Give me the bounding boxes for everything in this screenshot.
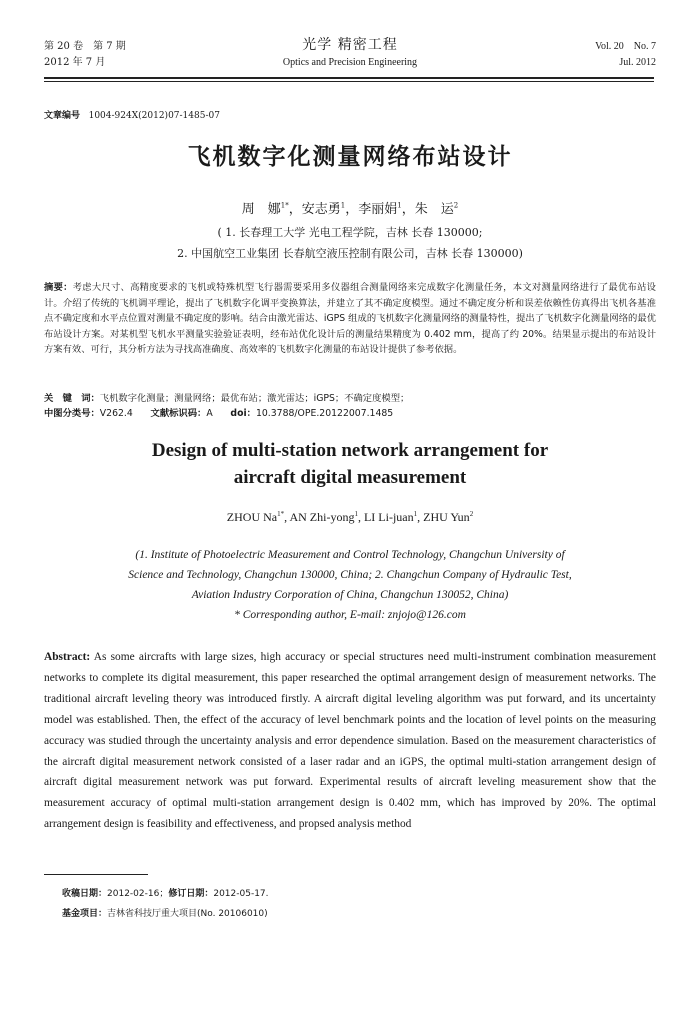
zh-affiliation-1: ( 1. 长春理工大学 光电工程学院，吉林 长春 130000; bbox=[217, 226, 483, 239]
header-journal-zh: 光学 精密工程 bbox=[302, 37, 398, 53]
article-number-value: 1004-924X(2012)07-1485-07 bbox=[88, 111, 220, 121]
zh-author: 安志勇 bbox=[301, 202, 341, 217]
received-date: 2012-02-16 bbox=[107, 889, 160, 899]
clc-label: 中图分类号： bbox=[44, 408, 100, 419]
en-author: ZHU Yun bbox=[423, 510, 470, 524]
doi-value: 10.3788/OPE.20122007.1485 bbox=[255, 408, 394, 419]
header-rule-bottom bbox=[44, 81, 654, 82]
received-label: 收稿日期： bbox=[62, 889, 108, 899]
header-rule-top bbox=[44, 77, 654, 79]
en-author: ZHOU Na bbox=[226, 510, 278, 524]
zh-keywords-label: 关 键 词： bbox=[44, 393, 100, 404]
en-affiliation-line-3: Aviation Industry Corporation of China, Changchun 130052, China) bbox=[191, 589, 509, 601]
revised-label: 修订日期： bbox=[168, 889, 214, 899]
footnote-rule bbox=[44, 874, 148, 875]
revised-date: 2012-05-17. bbox=[213, 889, 269, 899]
en-title-line-1: Design of multi-station network arrangement for bbox=[151, 440, 549, 461]
en-affiliation-line-2: Science and Technology, Changchun 130000, China; 2. Changchun Company of Hydraulic Test, bbox=[128, 569, 572, 581]
zh-author: 周 娜 bbox=[241, 202, 281, 217]
clc-value: V262.4 bbox=[99, 408, 133, 419]
zh-author-sup: 1 bbox=[397, 201, 402, 210]
zh-author-sup: 1 bbox=[340, 201, 346, 210]
en-title-line-2: aircraft digital measurement bbox=[233, 467, 467, 488]
en-authors: ZHOU $Na^{1*}$, AN Zhi-yong$^1$, LI Li-juan$^1$, ZHU Yun$^2$ bbox=[226, 510, 474, 524]
article-number-label: 文章编号 bbox=[44, 111, 81, 121]
footnote-dates: 收稿日期：2012-02-16；修订日期：2012-05-17. bbox=[62, 889, 269, 899]
zh-author: 朱 运 bbox=[414, 202, 454, 217]
zh-title: 飞机数字化测量网络布站设计 bbox=[187, 144, 513, 170]
doi-label: doi： bbox=[230, 408, 256, 419]
en-author-sup: 2 bbox=[469, 510, 474, 518]
en-abstract-label: Abstract: bbox=[44, 651, 91, 663]
en-abstract-text: As some aircrafts with large sizes, high accuracy or special structures need multi-instrument combination measurement networks to complete its digital measurement, this paper researched the optimal arrangement design of measurement networks. The traditional aircraft leveling theory was introduced firstly. A aircraft digital leveling algorithm was put forward, and its uncertainty model was established. Then, the effect of the accuracy of level benchmark points and the location of level points on the measuring accuracy was studied through the uncertainty analysis and error dependence simulation. Based on the measurement characteristics of the aircraft digital measurement network consisted of a laser radar and an iGPS, the optimal multi-station arrangement design of aircraft digital measurement network was put forward. Experimental results of aircraft leveling measurement show that the measurement accuracy of optimal multi-station arrangement design is 0.402 mm, which has improved by 20%. The optimal arrangement design is feasibility and effectiveness, and propsed analysis method bbox=[44, 651, 656, 831]
header-volume-issue: 第 20 卷 第 7 期 bbox=[44, 41, 126, 52]
en-author-sup: 1 bbox=[413, 510, 418, 518]
header-month: Jul. 2012 bbox=[619, 57, 656, 68]
en-author: AN Zhi-yong bbox=[289, 510, 355, 524]
en-author-sup: 1* bbox=[277, 510, 285, 518]
doc-code-label: 文献标识码： bbox=[150, 408, 207, 419]
zh-affiliation-2: 2. 中国航空工业集团 长春航空液压控制有限公司，吉林 长春 130000) bbox=[177, 247, 523, 260]
zh-author-sup: 2 bbox=[453, 201, 459, 210]
zh-classification bbox=[44, 405, 656, 419]
en-corresponding-author: * Corresponding author, E-mail: znjojo@126.com bbox=[234, 609, 466, 621]
fund-value: 吉林省科技厅重大项目(No. 20106010) bbox=[107, 909, 268, 919]
en-author: LI Li-juan bbox=[363, 510, 414, 524]
zh-author: 李丽娟 bbox=[358, 202, 398, 217]
zh-author-sup: 1* bbox=[280, 201, 289, 210]
en-affiliations bbox=[0, 545, 700, 625]
en-author-sup: 1 bbox=[354, 510, 358, 518]
doc-code-value: A bbox=[206, 408, 213, 419]
zh-keywords bbox=[44, 390, 656, 404]
article-number bbox=[44, 108, 220, 121]
zh-keywords-text: 飞机数字化测量；测量网络；最优布站；激光雷达；iGPS；不确定度模型； bbox=[99, 393, 410, 404]
fund-label: 基金项目： bbox=[62, 909, 108, 919]
en-abstract bbox=[44, 647, 656, 835]
zh-abstract-label: 摘要： bbox=[44, 282, 73, 293]
header-date: 2012 年 7 月 bbox=[44, 57, 106, 68]
header-journal-en: Optics and Precision Engineering bbox=[282, 57, 418, 68]
footnote-fund bbox=[62, 906, 268, 919]
header-vol-no: Vol. 20 No. 7 bbox=[595, 41, 656, 52]
zh-authors: 周 娜$^{1*}$，安志勇$^1$，李丽娟$^1$，朱 运$^2$ bbox=[241, 201, 459, 217]
en-affiliation-line-1: (1. Institute of Photoelectric Measurement and Control Technology, Changchun University of bbox=[135, 549, 565, 561]
zh-abstract-text: 考虑大尺寸、高精度要求的飞机或特殊机型飞行器需要采用多仪器组合测量网络来完成数字化测量任务，本文对测量网络进行了最优布站设计。介绍了传统的飞机调平理论，提出了飞机数字化调平变换算法，并建立了其不确定度模型。通过不确定度分析和误差依赖性仿真得出飞机各基准点不确定度和水平点位置对测量不确定度的影响。结合由激光雷达、iGPS 组成的飞机数字化测量网络的测量特性，提出了飞机数字化测量网络的最优布站设计方案。对某机型飞机水平测量实验验证表明，经布站优化设计后的测量结果精度为 0.402 mm，提高了约 20%。结果显示提出的布站设计方案有效、可行，其分析方法为寻找高准确度、高效率的飞机数字化测量的布站设计提供了参考依据。 bbox=[44, 282, 656, 355]
zh-abstract bbox=[44, 280, 656, 358]
en-title bbox=[0, 437, 700, 491]
